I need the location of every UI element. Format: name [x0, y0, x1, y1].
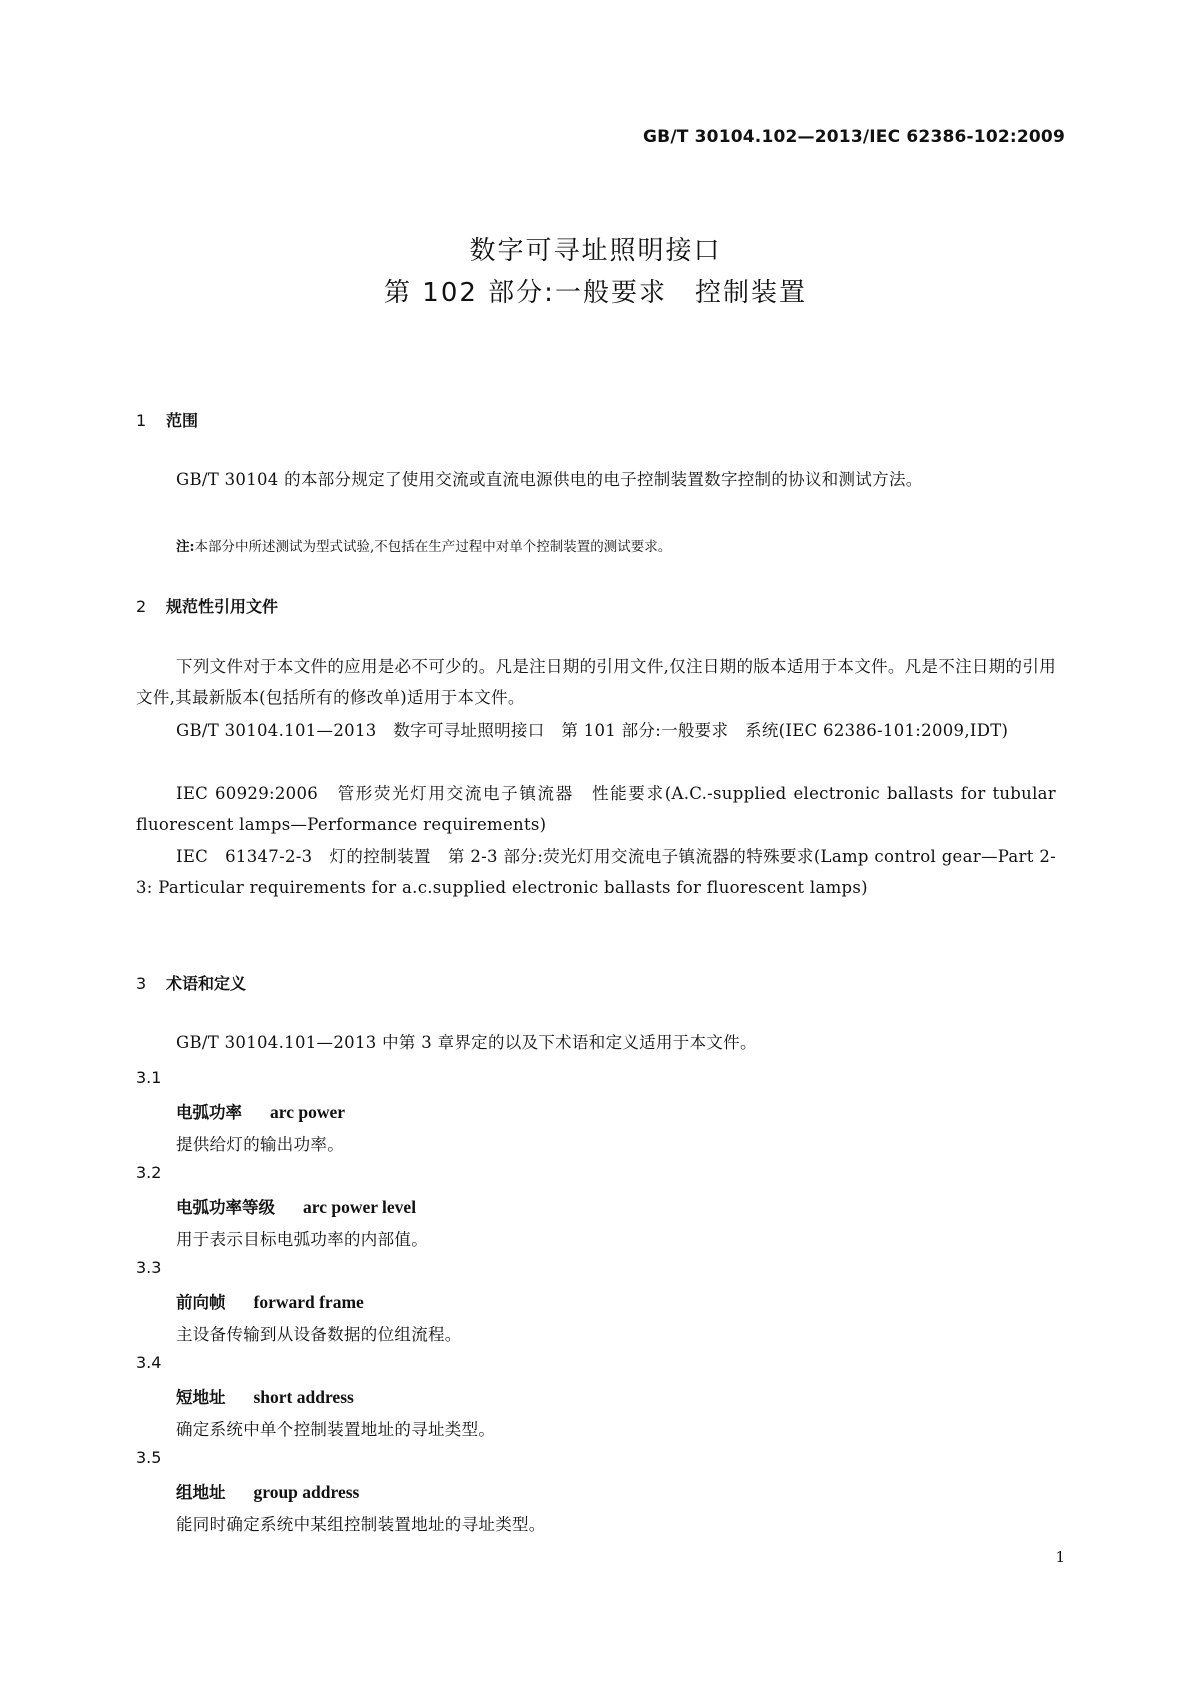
page-number: 1 [1055, 1548, 1065, 1566]
term-zh: 短地址 [176, 1388, 226, 1407]
section-heading-scope [136, 408, 198, 431]
term-definition: 提供给灯的输出功率。 [176, 1135, 344, 1154]
term-heading [176, 1289, 364, 1313]
term-zh: 前向帧 [176, 1293, 226, 1312]
section-title: 术语和定义 [166, 974, 247, 993]
scope-note [176, 535, 671, 555]
term-heading [176, 1194, 416, 1218]
standard-code: GB/T 30104.102—2013/IEC 62386-102:2009 [643, 127, 1065, 147]
term-en: group address [253, 1482, 360, 1502]
section-title: 范围 [166, 411, 199, 430]
terms-intro: GB/T 30104.101—2013 中第 3 章界定的以及下术语和定义适用于本文件。 [176, 1033, 757, 1052]
note-label: 注: [176, 539, 195, 555]
section-number: 1 [136, 411, 147, 430]
term-zh: 电弧功率等级 [176, 1198, 275, 1217]
term-heading [176, 1384, 354, 1408]
reference-item: IEC 60929:2006 管形荧光灯用交流电子镇流器 性能要求(A.C.-supplied electronic ballasts for tubular fluorescent lamps—Performance requirements) [136, 784, 1056, 834]
term-number: 3.5 [136, 1448, 162, 1467]
term-number: 3.1 [136, 1068, 162, 1087]
term-heading [176, 1099, 345, 1123]
term-number: 3.2 [136, 1163, 162, 1182]
term-en: forward frame [253, 1292, 364, 1312]
section-number: 2 [136, 597, 147, 616]
scope-paragraph: GB/T 30104 的本部分规定了使用交流或直流电源供电的电子控制装置数字控制的协议和测试方法。 [176, 470, 923, 489]
term-en: arc power level [303, 1197, 417, 1217]
term-zh: 组地址 [176, 1483, 226, 1502]
term-en: arc power [270, 1102, 345, 1122]
term-heading [176, 1479, 359, 1503]
document-title-line2: 第 102 部分:一般要求 控制装置 [384, 278, 807, 308]
term-definition: 主设备传输到从设备数据的位组流程。 [176, 1325, 462, 1344]
document-title-line1: 数字可寻址照明接口 [469, 236, 722, 266]
references-intro: 下列文件对于本文件的应用是必不可少的。凡是注日期的引用文件,仅注日期的版本适用于本文件。凡是不注日期的引用文件,其最新版本(包括所有的修改单)适用于本文件。 [136, 657, 1056, 707]
term-zh: 电弧功率 [176, 1103, 242, 1122]
section-title: 规范性引用文件 [166, 597, 279, 616]
term-definition: 用于表示目标电弧功率的内部值。 [176, 1230, 428, 1249]
term-number: 3.3 [136, 1258, 162, 1277]
section-heading-normative-references [136, 594, 278, 617]
note-text: 本部分中所述测试为型式试验,不包括在生产过程中对单个控制装置的测试要求。 [194, 539, 672, 555]
term-en: short address [253, 1387, 354, 1407]
term-definition: 能同时确定系统中某组控制装置地址的寻址类型。 [176, 1515, 546, 1534]
section-heading-terms [136, 971, 246, 994]
term-number: 3.4 [136, 1353, 162, 1372]
reference-item: IEC 61347-2-3 灯的控制装置 第 2-3 部分:荧光灯用交流电子镇流器的特殊要求(Lamp control gear—Part 2-3: Particular requirements for a.c.supplied electronic ballasts for fluorescent lamps) [136, 847, 1056, 897]
term-definition: 确定系统中单个控制装置地址的寻址类型。 [176, 1420, 496, 1439]
reference-item: GB/T 30104.101—2013 数字可寻址照明接口 第 101 部分:一般要求 系统(IEC 62386-101:2009,IDT) [176, 721, 1009, 740]
section-number: 3 [136, 974, 147, 993]
